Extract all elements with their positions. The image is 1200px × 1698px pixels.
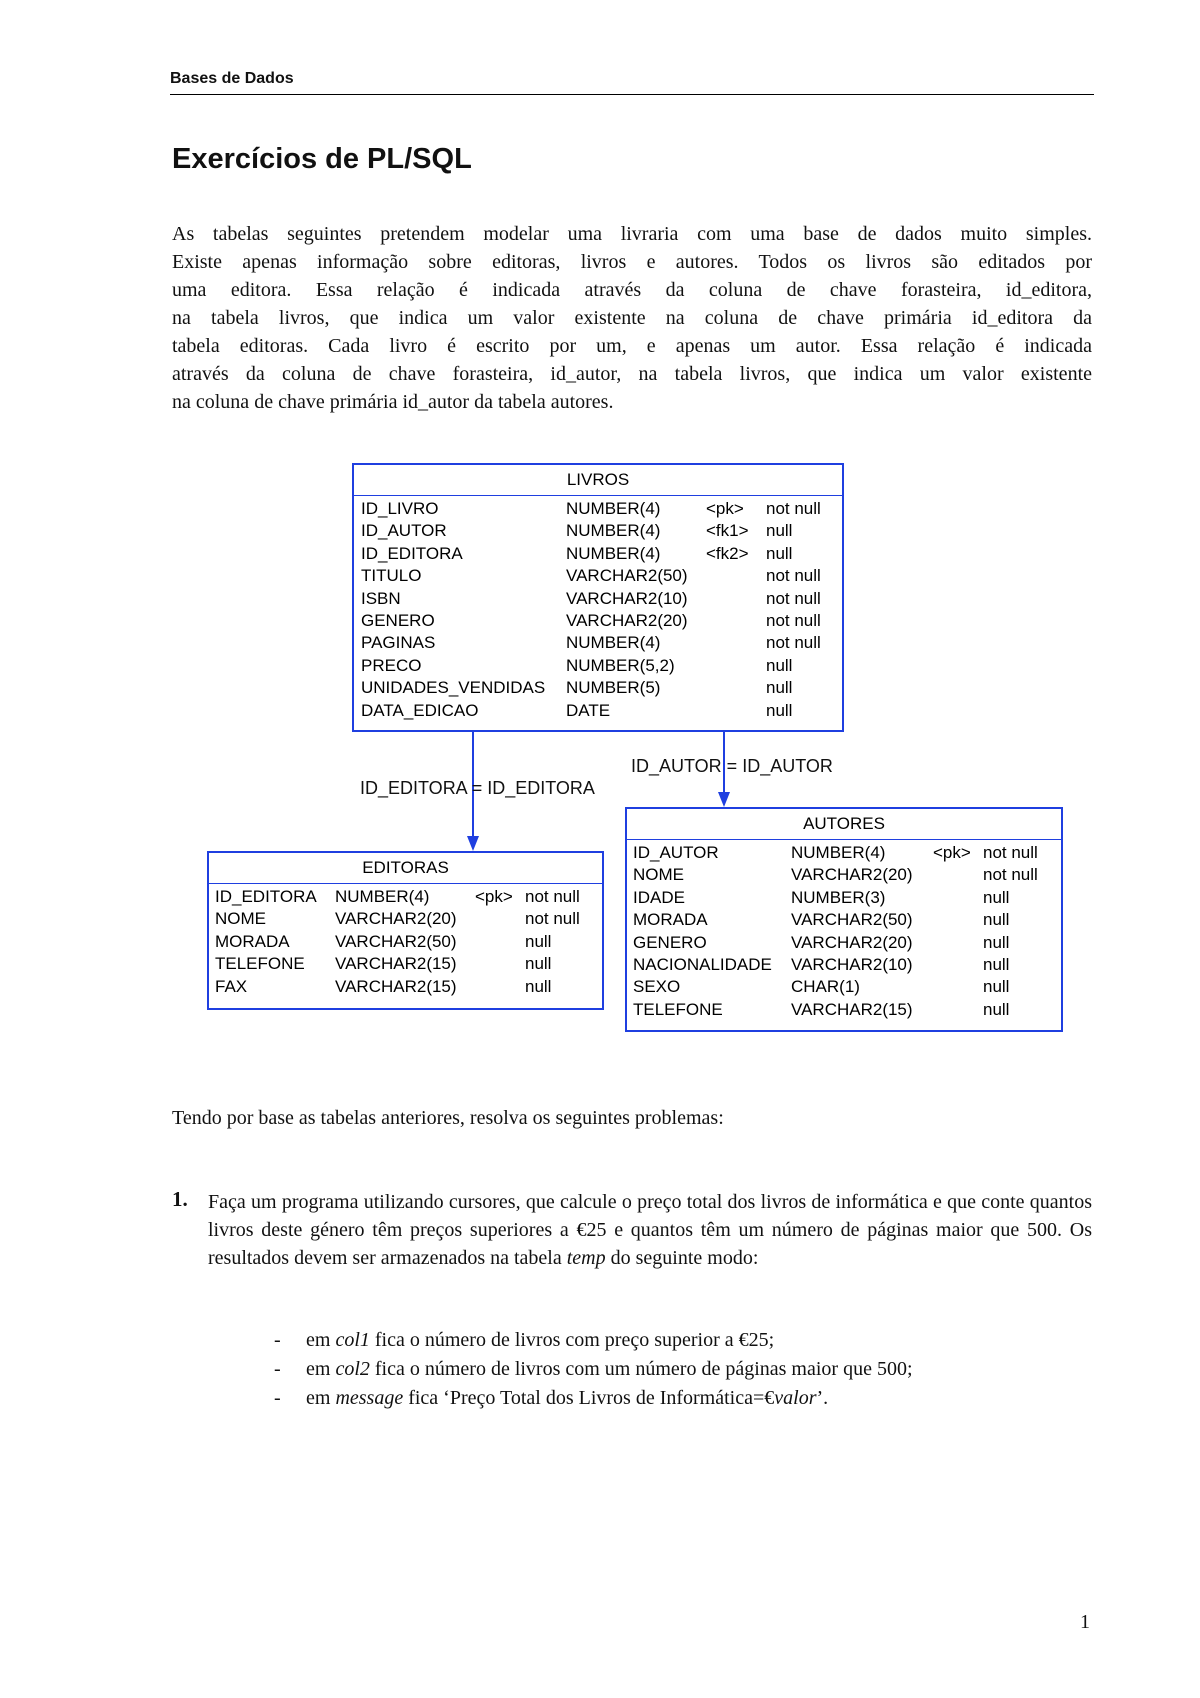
table-livros-columns [354, 496, 842, 722]
column-type: VARCHAR2(50) [791, 910, 913, 930]
column-type: CHAR(1) [791, 977, 860, 997]
editora-relation-arrowhead [467, 836, 479, 851]
problems-prompt: Tendo por base as tabelas anteriores, resolva os seguintes problemas: [172, 1107, 724, 1129]
column-nullability: null [983, 932, 1010, 952]
result-list [274, 1326, 1092, 1413]
column-type: VARCHAR2(20) [566, 610, 688, 630]
column-nullability: null [525, 931, 552, 951]
column-name: GENERO [361, 610, 435, 630]
bullet-post: fica o número de livros com preço superior a €25; [369, 1329, 775, 1351]
table-row [354, 543, 842, 565]
table-row [209, 953, 602, 975]
column-nullability: not null [766, 499, 821, 518]
column-nullability: null [525, 976, 552, 996]
table-row [627, 954, 1061, 976]
relation-label-autor: ID_AUTOR = ID_AUTOR [631, 756, 833, 776]
column-key: <fk1> [706, 521, 749, 541]
column-name: ID_AUTOR [633, 843, 719, 862]
column-type: VARCHAR2(15) [335, 976, 457, 996]
column-name: TELEFONE [215, 954, 305, 974]
column-type: NUMBER(4) [566, 543, 661, 563]
table-row [354, 677, 842, 699]
column-name: ID_EDITORA [215, 887, 317, 906]
column-nullability: null [983, 999, 1010, 1019]
table-row [627, 864, 1061, 886]
table-row [354, 565, 842, 587]
table-row [354, 498, 842, 520]
column-nullability: not null [766, 588, 821, 608]
column-type: NUMBER(5) [566, 678, 661, 698]
column-nullability: null [766, 521, 793, 541]
table-autores [625, 807, 1063, 1032]
list-item [274, 1355, 1092, 1384]
table-row [627, 999, 1061, 1021]
table-row [354, 610, 842, 632]
column-nullability: not null [983, 843, 1038, 862]
bullet-post: ’. [816, 1387, 829, 1409]
table-row [627, 842, 1061, 864]
table-livros [352, 463, 844, 732]
table-row [354, 700, 842, 722]
column-name: SEXO [633, 977, 681, 997]
column-type: DATE [566, 700, 611, 720]
column-type: VARCHAR2(10) [791, 954, 913, 974]
column-nullability: null [983, 910, 1010, 930]
column-name: IDADE [633, 887, 685, 907]
question-number: 1. [172, 1187, 188, 1211]
table-row [209, 908, 602, 930]
table-row [354, 588, 842, 610]
column-type: VARCHAR2(50) [335, 931, 457, 951]
column-type: VARCHAR2(20) [791, 932, 913, 952]
column-nullability: not null [766, 633, 821, 653]
column-type: VARCHAR2(10) [566, 588, 688, 608]
bullet-variable: col1 [335, 1329, 370, 1351]
table-row [354, 520, 842, 542]
table-row [209, 931, 602, 953]
column-nullability: not null [766, 610, 821, 630]
page-number: 1 [1080, 1611, 1090, 1633]
column-type: NUMBER(4) [335, 887, 430, 906]
table-editoras [207, 851, 604, 1010]
bullet-variable: message [335, 1387, 404, 1409]
table-autores-title: AUTORES [627, 809, 1061, 840]
column-name: GENERO [633, 932, 707, 952]
table-editoras-title: EDITORAS [209, 853, 602, 884]
autor-relation-arrowhead [718, 792, 730, 807]
question-text-end: do seguinte modo: [605, 1247, 759, 1269]
column-nullability: null [525, 954, 552, 974]
table-livros-title: LIVROS [354, 465, 842, 496]
question-text [208, 1188, 1092, 1272]
bullet-variable: valor [774, 1387, 817, 1409]
column-name: NOME [633, 865, 684, 885]
intro-line: As tabelas seguintes pretendem modelar uma livraria com uma base de dados muito simples. [172, 223, 1092, 245]
list-item [274, 1326, 1092, 1355]
column-nullability: not null [766, 566, 821, 586]
column-type: NUMBER(4) [791, 843, 886, 862]
bullet-pre: em [306, 1329, 336, 1351]
column-key: <pk> [706, 499, 744, 518]
column-nullability: null [983, 977, 1010, 997]
column-nullability: null [766, 678, 793, 698]
column-name: ID_LIVRO [361, 499, 439, 518]
table-autores-columns [627, 840, 1061, 1021]
question-text-main: Faça um programa utilizando cursores, que calcule o preço total dos livros de informática e que conte quantos livros deste género têm preços superiores a €25 e quantos têm um número de páginas maior que 500. Os resultados devem ser armazenados na tabela [208, 1191, 1092, 1269]
intro-line: tabela editoras. Cada livro é escrito por um, e apenas um autor. Essa relação é indicada [172, 335, 1092, 357]
table-row [354, 655, 842, 677]
column-name: ID_EDITORA [361, 543, 463, 563]
bullet-dash: - [274, 1387, 281, 1409]
table-row [627, 909, 1061, 931]
column-type: VARCHAR2(20) [335, 909, 457, 929]
column-key: <pk> [475, 887, 513, 906]
page-title: Exercícios de PL/SQL [172, 143, 472, 175]
column-name: MORADA [633, 910, 708, 930]
column-name: UNIDADES_VENDIDAS [361, 678, 546, 698]
column-nullability: not null [525, 887, 580, 906]
column-nullability: null [983, 887, 1010, 907]
column-name: DATA_EDICAO [361, 700, 479, 720]
table-row [354, 632, 842, 654]
column-type: VARCHAR2(50) [566, 566, 688, 586]
header-course-name: Bases de Dados [170, 70, 294, 87]
list-item [274, 1384, 1092, 1413]
column-name: NACIONALIDADE [633, 954, 772, 974]
column-nullability: null [766, 543, 793, 563]
column-name: NOME [215, 909, 266, 929]
column-type: NUMBER(4) [566, 633, 661, 653]
column-name: PRECO [361, 655, 422, 675]
intro-line: uma editora. Essa relação é indicada através da coluna de chave forasteira, id_editora, [172, 279, 1092, 301]
column-name: ISBN [361, 588, 401, 608]
table-editoras-columns [209, 884, 602, 998]
column-name: FAX [215, 976, 248, 996]
bullet-pre: em [306, 1387, 336, 1409]
column-key: <fk2> [706, 543, 749, 563]
question-table-name: temp [566, 1247, 606, 1269]
column-type: NUMBER(4) [566, 499, 661, 518]
table-row [627, 887, 1061, 909]
table-row [209, 886, 602, 908]
intro-line: na tabela livros, que indica um valor existente na coluna de chave primária id_editora da [172, 307, 1092, 329]
bullet-post: fica ‘Preço Total dos Livros de Informática=€ [403, 1387, 775, 1409]
bullet-pre: em [306, 1358, 336, 1380]
column-type: NUMBER(3) [791, 887, 886, 907]
column-name: ID_AUTOR [361, 521, 447, 541]
relation-label-editora: ID_EDITORA = ID_EDITORA [360, 778, 595, 798]
table-row [627, 976, 1061, 998]
column-type: NUMBER(5,2) [566, 655, 675, 675]
column-nullability: null [983, 954, 1010, 974]
column-key: <pk> [933, 843, 971, 862]
column-nullability: not null [983, 865, 1038, 885]
intro-line: através da coluna de chave forasteira, id_autor, na tabela livros, que indica um valor existente [172, 363, 1092, 385]
column-name: PAGINAS [361, 633, 436, 653]
bullet-variable: col2 [335, 1358, 370, 1380]
column-type: VARCHAR2(15) [791, 999, 913, 1019]
column-nullability: not null [525, 909, 580, 929]
bullet-dash: - [274, 1329, 281, 1351]
column-nullability: null [766, 700, 793, 720]
bullet-post: fica o número de livros com um número de páginas maior que 500; [369, 1358, 913, 1380]
column-name: TELEFONE [633, 999, 723, 1019]
intro-line: Existe apenas informação sobre editoras, livros e autores. Todos os livros são editados por [172, 251, 1092, 273]
column-type: NUMBER(4) [566, 521, 661, 541]
column-nullability: null [766, 655, 793, 675]
intro-line: na coluna de chave primária id_autor da tabela autores. [172, 391, 614, 413]
table-row [627, 932, 1061, 954]
bullet-dash: - [274, 1358, 281, 1380]
column-type: VARCHAR2(20) [791, 865, 913, 885]
column-type: VARCHAR2(15) [335, 954, 457, 974]
column-name: TITULO [361, 566, 422, 586]
table-row [209, 976, 602, 998]
column-name: MORADA [215, 931, 290, 951]
